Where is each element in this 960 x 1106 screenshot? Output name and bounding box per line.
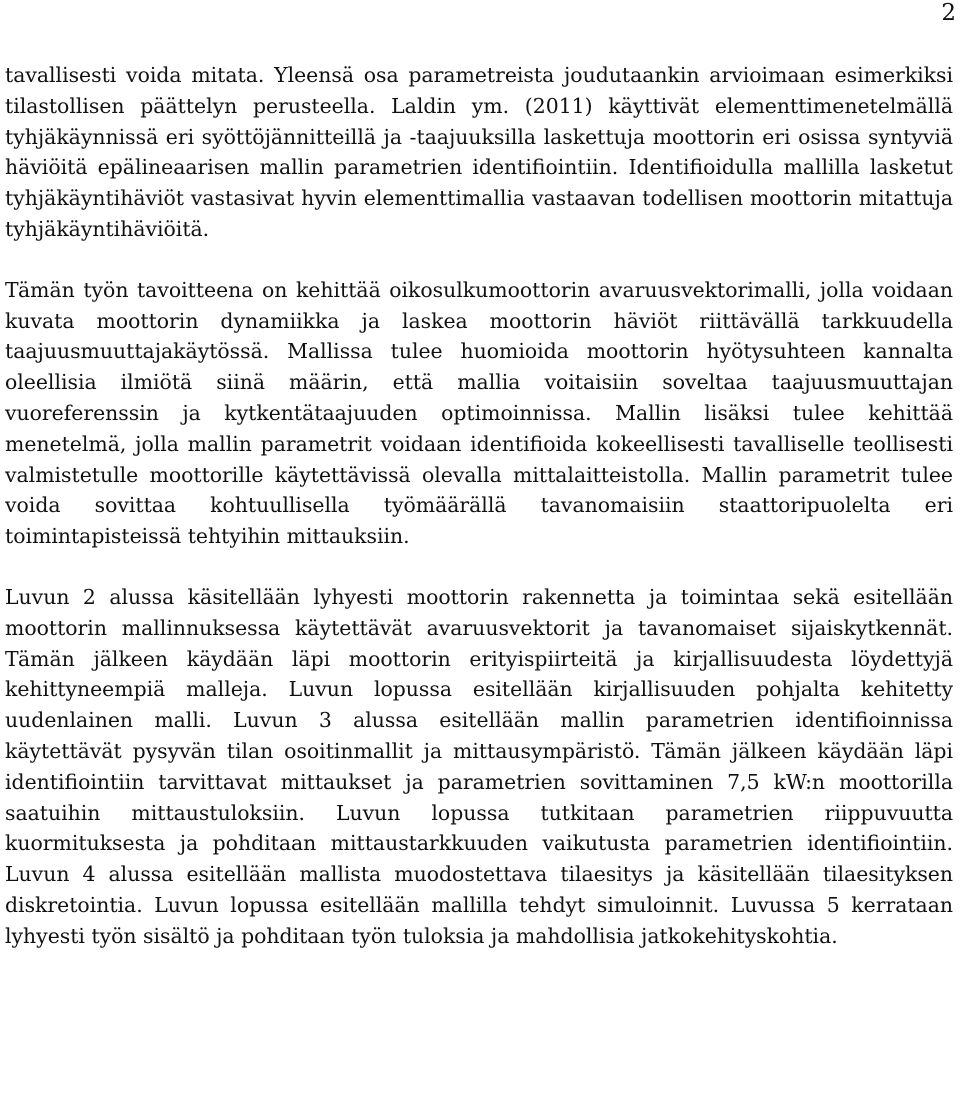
page-body (5, 60, 953, 952)
paragraph-objectives: Tämän työn tavoitteena on kehittää oikosulkumoottorin avaruusvektorimalli, jolla voidaan kuvata moottorin dynamiikka ja laskea moottorin häviöt riittävällä tarkkuudella taajuusmuuttajakäytössä. Mallissa tulee huomioida moottorin hyötysuhteen kannalta oleellisia ilmiötä siinä määrin, että mallia voitaisiin soveltaa taajuusmuuttajan vuoreferenssin ja kytkentätaajuuden optimoinnissa. Mallin lisäksi tulee kehittää menetelmä, jolla mallin parametrit voidaan identifioida kokeellisesti tavalliselle teollisesti valmistetulle moottorille käytettävissä olevalla mittalaitteistolla. Mallin parametrit tulee voida sovittaa kohtuullisella työmäärällä tavanomaisiin staattoripuolelta eri toimintapisteissä tehtyihin mittauksiin. (5, 277, 953, 549)
paragraph-continuation: tavallisesti voida mitata. Yleensä osa parametreista joudutaankin arvioimaan esimerkiksi tilastollisen päättelyn perusteella. Laldin ym. (2011) käyttivät elementtimenetelmällä tyhjäkäynnissä eri syöttöjännitteillä ja -taajuuksilla laskettuja moottorin eri osissa syntyviä häviöitä epälineaarisen mallin parametrien identifiointiin. Identifioidulla mallilla lasketut tyhjäkäyntihäviöt vastasivat hyvin elementtimallia vastaavan todellisen moottorin mitattuja tyhjäkäyntihäviöitä. (5, 63, 953, 241)
paragraph-structure: Luvun 2 alussa käsitellään lyhyesti moottorin rakennetta ja toimintaa sekä esitellään moottorin mallinnuksessa käytettävät avaruusvektorit ja tavanomaiset sijaiskytkennät. Tämän jälkeen käydään läpi moottorin erityispiirteitä ja kirjallisuudesta löydettyjä kehittyneempiä malleja. Luvun lopussa esitellään kirjallisuuden pohjalta kehitetty uudenlainen malli. Luvun 3 alussa esitellään mallin parametrien identifioinnissa käytettävät pysyvän tilan osoitinmallit ja mittausympäristö. Tämän jälkeen käydään läpi identifiointiin tarvittavat mittaukset ja parametrien sovittaminen 7,5 kW:n moottorilla saatuihin mittaustuloksiin. Luvun lopussa tutkitaan parametrien riippuvuutta kuormituksesta ja pohditaan mittaustarkkuuden vaikutusta parametrien identifiointiin. Luvun 4 alussa esitellään mallista muodostettava tilaesitys ja käsitellään tilaesityksen diskretointia. Luvun lopussa esitellään mallilla tehdyt simuloinnit. Luvussa 5 kerrataan lyhyesti työn sisältö ja pohditaan työn tuloksia ja mahdollisia jatkokehityskohtia. (5, 584, 953, 948)
page-number: 2 (941, 0, 956, 26)
